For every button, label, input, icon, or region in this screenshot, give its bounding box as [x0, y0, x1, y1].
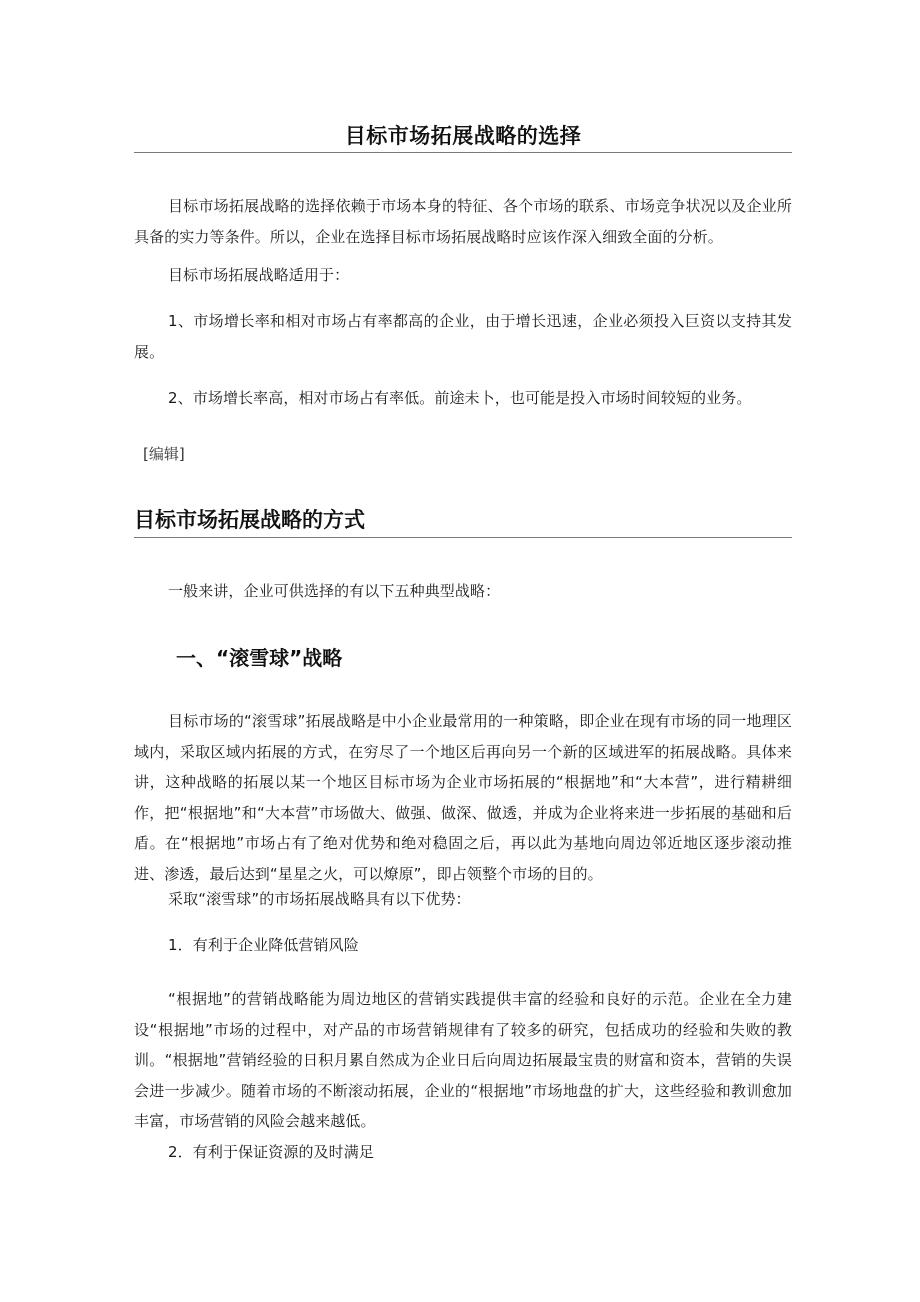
applies-intro: 目标市场拓展战略适用于： — [168, 266, 350, 284]
methods-intro: 一般来讲，企业可供选择的有以下五种典型战略： — [168, 582, 501, 600]
methods-heading: 目标市场拓展战略的方式 — [134, 508, 365, 532]
snowball-heading: 一、“滚雪球”战略 — [176, 646, 343, 670]
advantage-2-title: 2．有利于保证资源的及时满足 — [168, 1143, 374, 1161]
title-divider — [134, 152, 792, 153]
page-title: 目标市场拓展战略的选择 — [344, 124, 582, 148]
advantages-intro: 采取“滚雪球”的市场拓展战略具有以下优势： — [168, 890, 471, 908]
snowball-description: 目标市场的“滚雪球”拓展战略是中小企业最常用的一种策略，即企业在现有市场的同一地理区域内，采取区域内拓展的方式，在穷尽了一个地区后再向另一个新的区域进军的拓展战略。具体来讲，这种战略的拓展以某一个地区目标市场为企业市场拓展的“根据地”和“大本营”，进行精耕细作，把“根据地”和“大本营”市场做大、做强、做深、做透，并成为企业将来进一步拓展的基础和后盾。在“根据地”市场占有了绝对优势和绝对稳固之后，再以此为基地向周边邻近地区逐步滚动推进、渗透，最后达到“星星之火，可以燎原”，即占领整个市场的目的。 — [134, 712, 792, 883]
advantage-1-title: 1．有利于企业降低营销风险 — [168, 936, 359, 954]
applies-item-2: 2、市场增长率高，相对市场占有率低。前途未卜，也可能是投入市场时间较短的业务。 — [168, 389, 752, 407]
intro-paragraph: 目标市场拓展战略的选择依赖于市场本身的特征、各个市场的联系、市场竞争状况以及企业所具备的实力等条件。所以，企业在选择目标市场拓展战略时应该作深入细致全面的分析。 — [134, 197, 792, 246]
methods-divider — [134, 537, 792, 538]
applies-item-1: 1、市场增长率和相对市场占有率都高的企业，由于增长迅速，企业必须投入巨资以支持其发展。 — [134, 312, 792, 361]
advantage-1-text: “根据地”的营销战略能为周边地区的营销实践提供丰富的经验和良好的示范。企业在全力建设“根据地”市场的过程中，对产品的市场营销规律有了较多的研究，包括成功的经验和失败的教训。“根据地”营销经验的日积月累自然成为企业日后向周边拓展最宝贵的财富和资本，营销的失误会进一步减少。随着市场的不断滚动拓展，企业的“根据地”市场地盘的扩大，这些经验和教训愈加丰富，市场营销的风险会越来越低。 — [134, 990, 792, 1130]
edit-link[interactable]: [编辑] — [143, 445, 185, 463]
